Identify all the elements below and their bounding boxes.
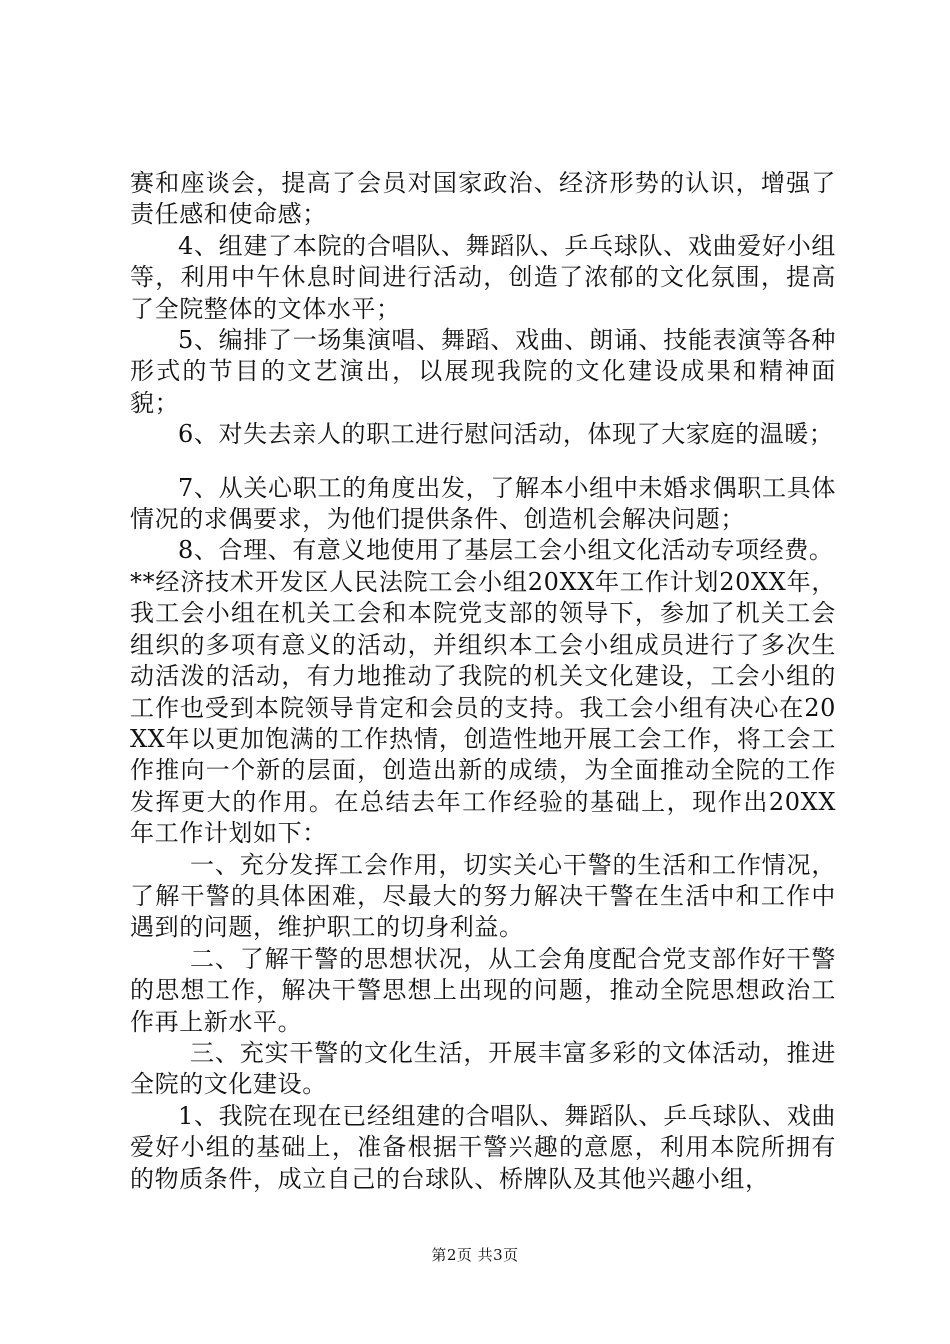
paragraph-item-5: 5、编排了一场集演唱、舞蹈、戏曲、朗诵、技能表演等各种形式的节目的文艺演出，以展现我院的文化建设成果和精神面貌； xyxy=(130,326,836,417)
paragraph-continued-text: 赛和座谈会，提高了会员对国家政治、经济形势的认识，增强了责任感和使命感； xyxy=(130,169,836,229)
paragraph-item-6: 6、对失去亲人的职工进行慰问活动，体现了大家庭的温暖； xyxy=(178,420,834,449)
paragraph-section-three: 三、充实干警的文化生活，开展丰富多彩的文体活动，推进全院的文化建设。 xyxy=(130,1038,836,1099)
paragraph-subitem-1: 1、我院在现在已经组建的合唱队、舞蹈队、乒乓球队、戏曲爱好小组的基础上，准备根据干警兴趣的意愿，利用本院所拥有的物质条件，成立自己的台球队、桥牌队及其他兴趣小组， xyxy=(130,1101,836,1193)
paragraph-work-plan-intro: **经济技术开发区人民法院工会小组20XX年工作计划20XX年，我工会小组在机关工会和本院党支部的领导下，参加了机关工会组织的多项有意义的活动，并组织本工会小组成员进行了多次生动活泼的活动，有力地推动了我院的机关文化建设，工会小组的工作也受到本院领导肯定和会员的支持。我工会小组有决心在20XX年以更加饱满的工作热情，创造性地开展工会工作，将工会工作推向一个新的层面，创造出新的成绩，为全面推动全院的工作发挥更大的作用。在总结去年工作经验的基础上，现作出20XX年工作计划如下： xyxy=(130,567,836,848)
document-body xyxy=(130,168,836,1195)
page-number-footer: 第2页 共3页 xyxy=(431,1246,519,1264)
paragraph-section-two: 二、了解干警的思想状况，从工会角度配合党支部作好干警的思想工作，解决干警思想上出现的问题，推动全院思想政治工作再上新水平。 xyxy=(130,944,836,1036)
paragraph-item-8: 8、合理、有意义地使用了基层工会小组文化活动专项经费。 xyxy=(178,536,834,565)
paragraph-item-7: 7、从关心职工的角度出发，了解本小组中未婚求偶职工具体情况的求偶要求，为他们提供条件、创造机会解决问题； xyxy=(130,473,836,534)
paragraph-section-one: 一、充分发挥工会作用，切实关心干警的生活和工作情况，了解干警的具体困难，尽最大的努力解决干警在生活中和工作中遇到的问题，维护职工的切身利益。 xyxy=(130,850,836,942)
paragraph-item-4: 4、组建了本院的合唱队、舞蹈队、乒乓球队、戏曲爱好小组等，利用中午休息时间进行活动，创造了浓郁的文化氛围，提高了全院整体的文体水平； xyxy=(130,231,836,323)
